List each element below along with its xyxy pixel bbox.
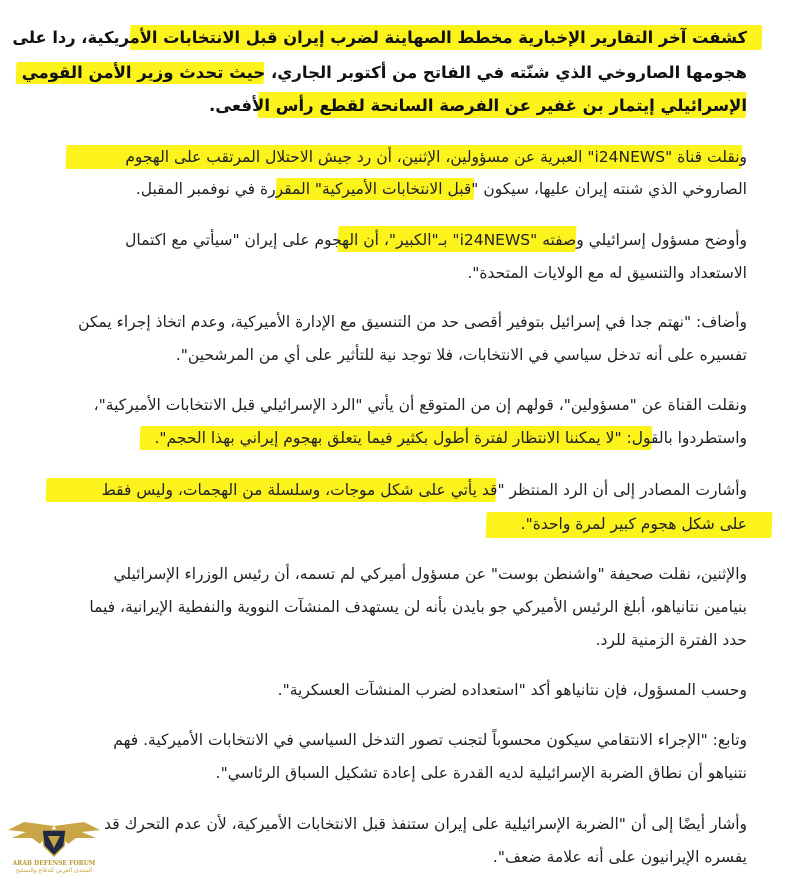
logo-name: ARAB DEFENSE FORUM [12, 860, 96, 867]
paragraph-line: الصاروخي الذي شنته إيران عليها، سيكون "قبل الانتخابات الأميركية" المقررة في نوفمبر المقبل. [135, 180, 747, 198]
paragraph-line: وأشار أيضًا إلى أن "الضربة الإسرائيلية على إيران ستنفذ قبل الانتخابات الأميركية، لأن عدم التحرك قد [104, 815, 747, 833]
paragraph-line: ونقلت قناة "i24NEWS" العبرية عن مسؤولين، الإثنين، أن رد جيش الاحتلال المرتقب على الهجوم [125, 148, 747, 166]
paragraph-line: وتابع: "الإجراء الانتقامي سيكون محسوباً لتجنب تصور التدخل السياسي في الانتخابات الأميركية. فهم [113, 731, 747, 749]
arab-defense-forum-logo [4, 820, 104, 882]
lead-line: الإسرائيلي إيتمار بن غفير عن الفرصة السانحة لقطع رأس الأفعى. [208, 96, 747, 115]
paragraph-line: والإثنين، نقلت صحيفة "واشنطن بوست" عن مسؤول أميركي لم تسمه، أن رئيس الوزراء الإسرائيلي [113, 565, 747, 583]
paragraph-line: بنيامين نتانياهو، أبلغ الرئيس الأميركي جو بايدن بأنه لن يستهدف المنشآت النووية والنفطية الإيرانية، فيما [89, 598, 747, 616]
lead-line: هجومها الصاروخي الذي شنّته في الفاتح من أكتوبر الجاري، حيث تحدث وزير الأمن القومي [21, 63, 747, 82]
paragraph-line: وأشارت المصادر إلى أن الرد المنتظر "قد يأتي على شكل موجات، وسلسلة من الهجمات، وليس فقط [101, 481, 747, 499]
paragraph-line: ونقلت القناة عن "مسؤولين"، قولهم إن من المتوقع أن يأتي "الرد الإسرائيلي قبل الانتخابات الأميركية"، [93, 396, 747, 414]
paragraph-line: حدد الفترة الزمنية للرد. [595, 631, 747, 649]
lead-line: كشفت آخر التقارير الإخبارية مخطط الصهاينة لضرب إيران قبل الانتخابات الأمريكية، ردا على [12, 28, 747, 47]
paragraph-line: نتنياهو أن نطاق الضربة الإسرائيلية لديه القدرة على إعادة تشكيل السباق الرئاسي". [215, 764, 747, 782]
paragraph-line: وحسب المسؤول، فإن نتانياهو أكد "استعداده لضرب المنشآت العسكرية". [277, 681, 747, 699]
paragraph-line: على شكل هجوم كبير لمرة واحدة". [520, 515, 747, 533]
logo-arabic-name: المنتدى العربي للدفاع والتسليح [15, 867, 93, 874]
paragraph-line: الاستعداد والتنسيق له مع الولايات المتحدة". [467, 264, 747, 282]
paragraph-line: وأوضح مسؤول إسرائيلي وصفته "i24NEWS" بـ"الكبير"، أن الهجوم على إيران "سيأتي مع اكتمال [125, 231, 747, 249]
paragraph-line: واستطردوا بالقول: "لا يمكننا الانتظار لفترة أطول بكثير فيما يتعلق بهجوم إيراني بهذا الحجم". [154, 429, 747, 447]
paragraph-line: تفسيره على أنه تدخل سياسي في الانتخابات، فلا توجد نية للتأثير على أي من المرشحين". [175, 346, 747, 364]
paragraph-line: يفسره الإيرانيون على أنه علامة ضعف". [492, 848, 747, 866]
eagle-emblem-icon [4, 820, 104, 862]
paragraph-line: وأضاف: "نهتم جدا في إسرائيل بتوفير أقصى حد من التنسيق مع الإدارة الأميركية، وعدم اتخاذ إجراء يمكن [78, 313, 747, 331]
